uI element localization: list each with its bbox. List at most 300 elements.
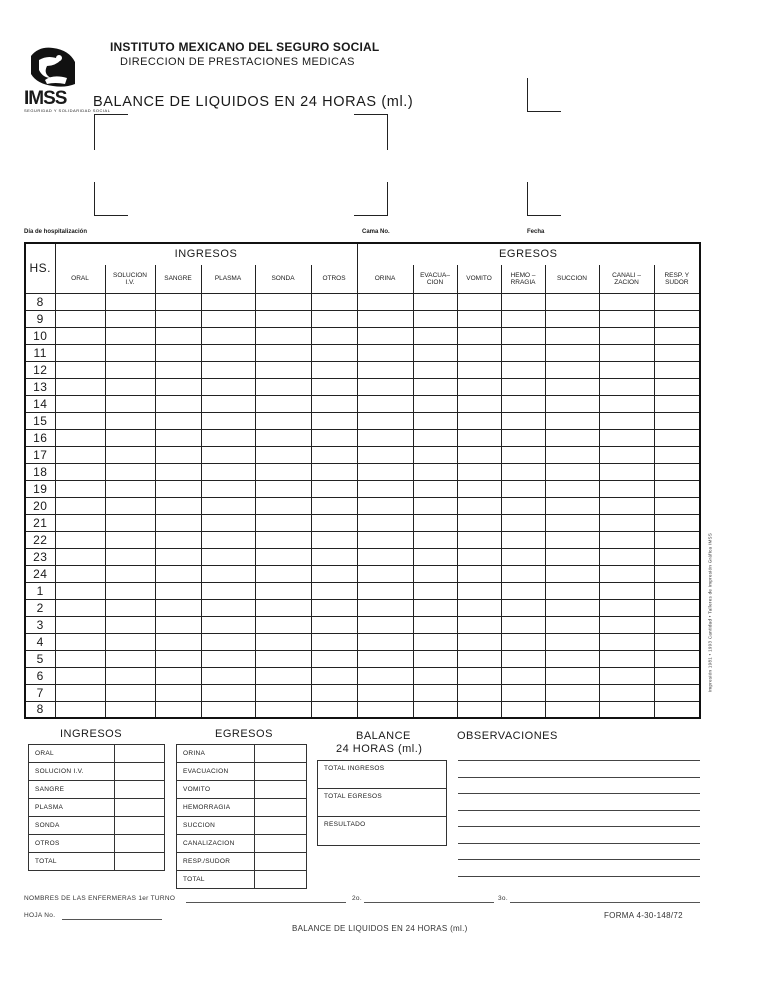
entry-cell[interactable] — [357, 429, 413, 446]
entry-cell[interactable] — [357, 480, 413, 497]
entry-cell[interactable] — [457, 633, 501, 650]
entry-cell[interactable] — [201, 684, 255, 701]
entry-cell[interactable] — [311, 327, 357, 344]
entry-cell[interactable] — [545, 531, 599, 548]
entry-cell[interactable] — [55, 650, 105, 667]
entry-cell[interactable] — [599, 599, 654, 616]
entry-cell[interactable] — [599, 531, 654, 548]
entry-cell[interactable] — [501, 395, 545, 412]
entry-cell[interactable] — [501, 361, 545, 378]
entry-cell[interactable] — [255, 395, 311, 412]
entry-cell[interactable] — [545, 701, 599, 718]
entry-cell[interactable] — [413, 514, 457, 531]
summary-egresos-value-cell[interactable] — [255, 817, 307, 835]
entry-cell[interactable] — [654, 514, 700, 531]
entry-cell[interactable] — [599, 310, 654, 327]
entry-cell[interactable] — [599, 293, 654, 310]
entry-cell[interactable] — [105, 395, 155, 412]
observation-line[interactable] — [458, 810, 700, 811]
entry-cell[interactable] — [311, 293, 357, 310]
entry-cell[interactable] — [311, 514, 357, 531]
entry-cell[interactable] — [545, 548, 599, 565]
entry-cell[interactable] — [413, 599, 457, 616]
entry-cell[interactable] — [457, 650, 501, 667]
entry-cell[interactable] — [457, 327, 501, 344]
entry-cell[interactable] — [457, 344, 501, 361]
entry-cell[interactable] — [105, 650, 155, 667]
entry-cell[interactable] — [255, 327, 311, 344]
entry-cell[interactable] — [255, 684, 311, 701]
entry-cell[interactable] — [311, 684, 357, 701]
entry-cell[interactable] — [501, 446, 545, 463]
entry-cell[interactable] — [55, 395, 105, 412]
entry-cell[interactable] — [55, 361, 105, 378]
entry-cell[interactable] — [155, 701, 201, 718]
entry-cell[interactable] — [201, 412, 255, 429]
entry-cell[interactable] — [201, 378, 255, 395]
entry-cell[interactable] — [599, 582, 654, 599]
observation-line[interactable] — [458, 859, 700, 860]
entry-cell[interactable] — [311, 446, 357, 463]
entry-cell[interactable] — [654, 616, 700, 633]
entry-cell[interactable] — [255, 446, 311, 463]
entry-cell[interactable] — [255, 497, 311, 514]
entry-cell[interactable] — [654, 582, 700, 599]
entry-cell[interactable] — [545, 344, 599, 361]
entry-cell[interactable] — [413, 480, 457, 497]
entry-cell[interactable] — [155, 344, 201, 361]
entry-cell[interactable] — [155, 650, 201, 667]
entry-cell[interactable] — [311, 463, 357, 480]
entry-cell[interactable] — [201, 463, 255, 480]
entry-cell[interactable] — [501, 684, 545, 701]
entry-cell[interactable] — [457, 684, 501, 701]
entry-cell[interactable] — [255, 429, 311, 446]
entry-cell[interactable] — [357, 650, 413, 667]
entry-cell[interactable] — [545, 633, 599, 650]
entry-cell[interactable] — [155, 446, 201, 463]
entry-cell[interactable] — [413, 684, 457, 701]
entry-cell[interactable] — [599, 633, 654, 650]
summary-egresos-value-cell[interactable] — [255, 781, 307, 799]
entry-cell[interactable] — [201, 650, 255, 667]
entry-cell[interactable] — [55, 378, 105, 395]
entry-cell[interactable] — [201, 633, 255, 650]
entry-cell[interactable] — [155, 616, 201, 633]
entry-cell[interactable] — [55, 446, 105, 463]
entry-cell[interactable] — [457, 701, 501, 718]
entry-cell[interactable] — [357, 565, 413, 582]
entry-cell[interactable] — [457, 429, 501, 446]
entry-cell[interactable] — [654, 412, 700, 429]
entry-cell[interactable] — [413, 344, 457, 361]
summary-ingresos-value-cell[interactable] — [115, 745, 165, 763]
entry-cell[interactable] — [654, 310, 700, 327]
entry-cell[interactable] — [311, 565, 357, 582]
entry-cell[interactable] — [311, 582, 357, 599]
entry-cell[interactable] — [255, 463, 311, 480]
entry-cell[interactable] — [413, 633, 457, 650]
entry-cell[interactable] — [501, 599, 545, 616]
entry-cell[interactable] — [599, 497, 654, 514]
entry-cell[interactable] — [545, 327, 599, 344]
summary-ingresos-value-cell[interactable] — [115, 835, 165, 853]
entry-cell[interactable] — [654, 327, 700, 344]
entry-cell[interactable] — [155, 667, 201, 684]
summary-egresos-value-cell[interactable] — [255, 853, 307, 871]
entry-cell[interactable] — [545, 395, 599, 412]
entry-cell[interactable] — [311, 361, 357, 378]
entry-cell[interactable] — [55, 310, 105, 327]
entry-cell[interactable] — [599, 446, 654, 463]
entry-cell[interactable] — [501, 293, 545, 310]
entry-cell[interactable] — [311, 310, 357, 327]
entry-cell[interactable] — [357, 497, 413, 514]
entry-cell[interactable] — [55, 684, 105, 701]
entry-cell[interactable] — [457, 293, 501, 310]
entry-cell[interactable] — [201, 582, 255, 599]
entry-cell[interactable] — [413, 548, 457, 565]
entry-cell[interactable] — [55, 412, 105, 429]
entry-cell[interactable] — [357, 361, 413, 378]
summary-egresos-value-cell[interactable] — [255, 835, 307, 853]
entry-cell[interactable] — [654, 361, 700, 378]
entry-cell[interactable] — [357, 531, 413, 548]
entry-cell[interactable] — [357, 344, 413, 361]
entry-cell[interactable] — [55, 565, 105, 582]
entry-cell[interactable] — [545, 497, 599, 514]
entry-cell[interactable] — [357, 582, 413, 599]
entry-cell[interactable] — [413, 650, 457, 667]
entry-cell[interactable] — [55, 497, 105, 514]
entry-cell[interactable] — [413, 463, 457, 480]
entry-cell[interactable] — [654, 667, 700, 684]
entry-cell[interactable] — [501, 548, 545, 565]
entry-cell[interactable] — [155, 497, 201, 514]
entry-cell[interactable] — [155, 378, 201, 395]
entry-cell[interactable] — [311, 599, 357, 616]
entry-cell[interactable] — [255, 667, 311, 684]
entry-cell[interactable] — [357, 684, 413, 701]
entry-cell[interactable] — [654, 429, 700, 446]
entry-cell[interactable] — [654, 446, 700, 463]
entry-cell[interactable] — [599, 412, 654, 429]
entry-cell[interactable] — [55, 548, 105, 565]
entry-cell[interactable] — [457, 497, 501, 514]
entry-cell[interactable] — [105, 616, 155, 633]
entry-cell[interactable] — [105, 327, 155, 344]
entry-cell[interactable] — [545, 446, 599, 463]
entry-cell[interactable] — [545, 293, 599, 310]
entry-cell[interactable] — [457, 616, 501, 633]
entry-cell[interactable] — [311, 616, 357, 633]
entry-cell[interactable] — [201, 344, 255, 361]
entry-cell[interactable] — [105, 633, 155, 650]
entry-cell[interactable] — [255, 548, 311, 565]
entry-cell[interactable] — [413, 565, 457, 582]
entry-cell[interactable] — [545, 310, 599, 327]
entry-cell[interactable] — [501, 701, 545, 718]
nurse-turn1-line[interactable] — [186, 902, 346, 903]
entry-cell[interactable] — [201, 497, 255, 514]
summary-egresos-value-cell[interactable] — [255, 763, 307, 781]
entry-cell[interactable] — [654, 684, 700, 701]
entry-cell[interactable] — [654, 293, 700, 310]
entry-cell[interactable] — [357, 327, 413, 344]
summary-ingresos-value-cell[interactable] — [115, 799, 165, 817]
entry-cell[interactable] — [311, 480, 357, 497]
entry-cell[interactable] — [457, 480, 501, 497]
entry-cell[interactable] — [105, 429, 155, 446]
entry-cell[interactable] — [413, 667, 457, 684]
entry-cell[interactable] — [501, 667, 545, 684]
entry-cell[interactable] — [357, 310, 413, 327]
entry-cell[interactable] — [545, 565, 599, 582]
entry-cell[interactable] — [654, 548, 700, 565]
entry-cell[interactable] — [255, 650, 311, 667]
entry-cell[interactable] — [501, 531, 545, 548]
entry-cell[interactable] — [599, 378, 654, 395]
entry-cell[interactable] — [105, 548, 155, 565]
entry-cell[interactable] — [357, 293, 413, 310]
entry-cell[interactable] — [201, 480, 255, 497]
entry-cell[interactable] — [105, 412, 155, 429]
summary-egresos-value-cell[interactable] — [255, 745, 307, 763]
entry-cell[interactable] — [105, 531, 155, 548]
entry-cell[interactable] — [255, 599, 311, 616]
entry-cell[interactable] — [55, 463, 105, 480]
entry-cell[interactable] — [413, 412, 457, 429]
entry-cell[interactable] — [55, 599, 105, 616]
entry-cell[interactable] — [55, 633, 105, 650]
entry-cell[interactable] — [457, 565, 501, 582]
entry-cell[interactable] — [413, 582, 457, 599]
entry-cell[interactable] — [55, 327, 105, 344]
entry-cell[interactable] — [413, 446, 457, 463]
entry-cell[interactable] — [654, 480, 700, 497]
summary-egresos-value-cell[interactable] — [255, 871, 307, 889]
entry-cell[interactable] — [357, 514, 413, 531]
entry-cell[interactable] — [457, 446, 501, 463]
entry-cell[interactable] — [105, 667, 155, 684]
entry-cell[interactable] — [357, 412, 413, 429]
entry-cell[interactable] — [413, 616, 457, 633]
entry-cell[interactable] — [654, 633, 700, 650]
entry-cell[interactable] — [55, 701, 105, 718]
entry-cell[interactable] — [311, 548, 357, 565]
entry-cell[interactable] — [255, 480, 311, 497]
entry-cell[interactable] — [201, 565, 255, 582]
entry-cell[interactable] — [255, 582, 311, 599]
entry-cell[interactable] — [255, 616, 311, 633]
entry-cell[interactable] — [599, 480, 654, 497]
entry-cell[interactable] — [654, 378, 700, 395]
entry-cell[interactable] — [545, 480, 599, 497]
entry-cell[interactable] — [501, 565, 545, 582]
entry-cell[interactable] — [599, 684, 654, 701]
entry-cell[interactable] — [457, 548, 501, 565]
entry-cell[interactable] — [155, 565, 201, 582]
entry-cell[interactable] — [357, 599, 413, 616]
entry-cell[interactable] — [311, 667, 357, 684]
entry-cell[interactable] — [599, 667, 654, 684]
entry-cell[interactable] — [457, 310, 501, 327]
entry-cell[interactable] — [155, 599, 201, 616]
entry-cell[interactable] — [413, 429, 457, 446]
sheet-number-line[interactable] — [62, 919, 162, 920]
entry-cell[interactable] — [155, 327, 201, 344]
entry-cell[interactable] — [501, 344, 545, 361]
entry-cell[interactable] — [545, 667, 599, 684]
entry-cell[interactable] — [599, 565, 654, 582]
entry-cell[interactable] — [201, 667, 255, 684]
entry-cell[interactable] — [105, 701, 155, 718]
entry-cell[interactable] — [413, 293, 457, 310]
entry-cell[interactable] — [155, 293, 201, 310]
entry-cell[interactable] — [599, 327, 654, 344]
entry-cell[interactable] — [201, 446, 255, 463]
entry-cell[interactable] — [654, 531, 700, 548]
entry-cell[interactable] — [357, 378, 413, 395]
observation-line[interactable] — [458, 876, 700, 877]
entry-cell[interactable] — [201, 616, 255, 633]
entry-cell[interactable] — [255, 701, 311, 718]
entry-cell[interactable] — [654, 395, 700, 412]
observation-line[interactable] — [458, 760, 700, 761]
entry-cell[interactable] — [105, 480, 155, 497]
entry-cell[interactable] — [105, 514, 155, 531]
entry-cell[interactable] — [105, 497, 155, 514]
entry-cell[interactable] — [255, 293, 311, 310]
entry-cell[interactable] — [105, 599, 155, 616]
entry-cell[interactable] — [545, 582, 599, 599]
entry-cell[interactable] — [201, 429, 255, 446]
entry-cell[interactable] — [155, 480, 201, 497]
entry-cell[interactable] — [413, 361, 457, 378]
entry-cell[interactable] — [255, 565, 311, 582]
entry-cell[interactable] — [501, 429, 545, 446]
entry-cell[interactable] — [501, 378, 545, 395]
entry-cell[interactable] — [599, 650, 654, 667]
observation-line[interactable] — [458, 777, 700, 778]
entry-cell[interactable] — [413, 310, 457, 327]
entry-cell[interactable] — [105, 310, 155, 327]
entry-cell[interactable] — [311, 650, 357, 667]
entry-cell[interactable] — [654, 565, 700, 582]
entry-cell[interactable] — [311, 701, 357, 718]
entry-cell[interactable] — [413, 395, 457, 412]
summary-ingresos-value-cell[interactable] — [115, 763, 165, 781]
entry-cell[interactable] — [457, 395, 501, 412]
entry-cell[interactable] — [654, 701, 700, 718]
entry-cell[interactable] — [105, 293, 155, 310]
entry-cell[interactable] — [105, 582, 155, 599]
entry-cell[interactable] — [201, 361, 255, 378]
entry-cell[interactable] — [311, 412, 357, 429]
entry-cell[interactable] — [201, 310, 255, 327]
entry-cell[interactable] — [457, 582, 501, 599]
entry-cell[interactable] — [545, 412, 599, 429]
entry-cell[interactable] — [155, 310, 201, 327]
entry-cell[interactable] — [357, 701, 413, 718]
entry-cell[interactable] — [545, 599, 599, 616]
entry-cell[interactable] — [545, 684, 599, 701]
entry-cell[interactable] — [599, 701, 654, 718]
nurse-turn3-line[interactable] — [510, 902, 700, 903]
entry-cell[interactable] — [105, 684, 155, 701]
entry-cell[interactable] — [105, 565, 155, 582]
entry-cell[interactable] — [255, 514, 311, 531]
observation-line[interactable] — [458, 843, 700, 844]
entry-cell[interactable] — [654, 650, 700, 667]
entry-cell[interactable] — [457, 463, 501, 480]
entry-cell[interactable] — [413, 378, 457, 395]
entry-cell[interactable] — [255, 531, 311, 548]
entry-cell[interactable] — [255, 633, 311, 650]
entry-cell[interactable] — [155, 633, 201, 650]
entry-cell[interactable] — [545, 616, 599, 633]
entry-cell[interactable] — [545, 463, 599, 480]
nurse-turn2-line[interactable] — [364, 902, 494, 903]
entry-cell[interactable] — [501, 327, 545, 344]
entry-cell[interactable] — [357, 446, 413, 463]
entry-cell[interactable] — [255, 412, 311, 429]
entry-cell[interactable] — [155, 514, 201, 531]
observation-line[interactable] — [458, 793, 700, 794]
entry-cell[interactable] — [545, 429, 599, 446]
entry-cell[interactable] — [105, 361, 155, 378]
summary-ingresos-value-cell[interactable] — [115, 817, 165, 835]
entry-cell[interactable] — [155, 531, 201, 548]
entry-cell[interactable] — [457, 667, 501, 684]
entry-cell[interactable] — [201, 701, 255, 718]
entry-cell[interactable] — [255, 361, 311, 378]
entry-cell[interactable] — [457, 378, 501, 395]
entry-cell[interactable] — [201, 293, 255, 310]
entry-cell[interactable] — [654, 497, 700, 514]
entry-cell[interactable] — [413, 497, 457, 514]
entry-cell[interactable] — [55, 582, 105, 599]
entry-cell[interactable] — [201, 548, 255, 565]
entry-cell[interactable] — [545, 514, 599, 531]
entry-cell[interactable] — [55, 667, 105, 684]
entry-cell[interactable] — [357, 616, 413, 633]
entry-cell[interactable] — [55, 293, 105, 310]
entry-cell[interactable] — [201, 514, 255, 531]
entry-cell[interactable] — [545, 650, 599, 667]
entry-cell[interactable] — [155, 684, 201, 701]
summary-ingresos-value-cell[interactable] — [115, 781, 165, 799]
entry-cell[interactable] — [311, 344, 357, 361]
entry-cell[interactable] — [155, 412, 201, 429]
entry-cell[interactable] — [105, 446, 155, 463]
entry-cell[interactable] — [155, 582, 201, 599]
entry-cell[interactable] — [654, 463, 700, 480]
entry-cell[interactable] — [201, 327, 255, 344]
entry-cell[interactable] — [255, 344, 311, 361]
entry-cell[interactable] — [55, 514, 105, 531]
entry-cell[interactable] — [55, 429, 105, 446]
entry-cell[interactable] — [357, 633, 413, 650]
entry-cell[interactable] — [545, 378, 599, 395]
entry-cell[interactable] — [413, 531, 457, 548]
entry-cell[interactable] — [155, 429, 201, 446]
entry-cell[interactable] — [105, 344, 155, 361]
entry-cell[interactable] — [599, 463, 654, 480]
entry-cell[interactable] — [357, 548, 413, 565]
entry-cell[interactable] — [545, 361, 599, 378]
entry-cell[interactable] — [501, 616, 545, 633]
